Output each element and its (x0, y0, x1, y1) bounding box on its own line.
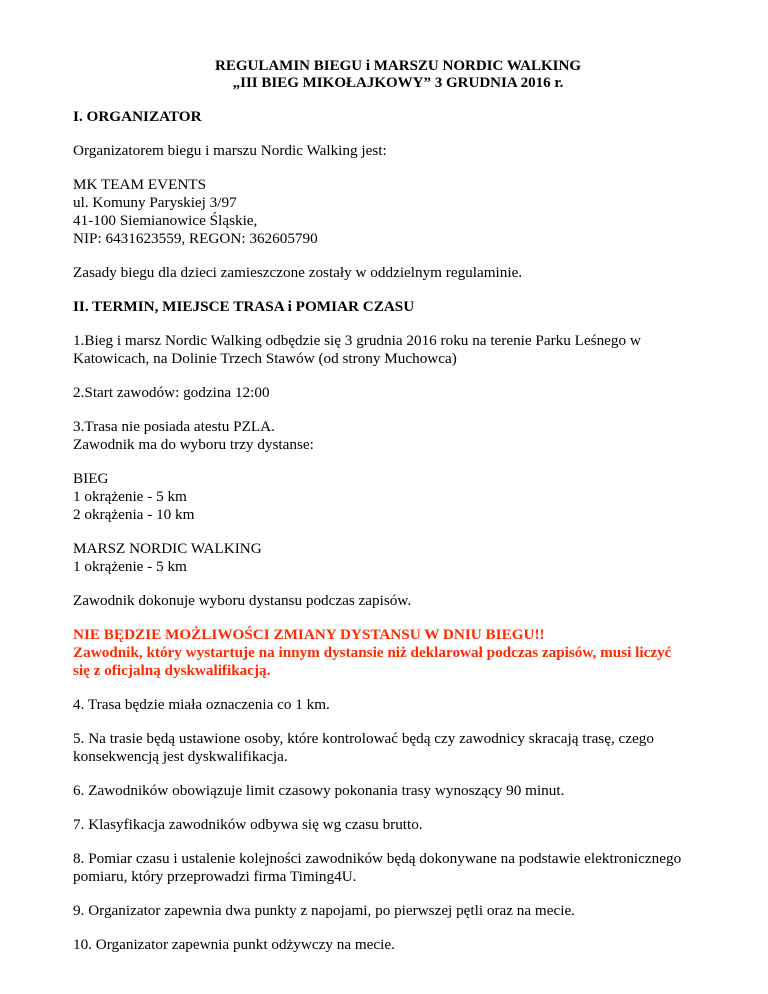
rule-item-1-line-1: 1.Bieg i marsz Nordic Walking odbędzie się 3 grudnia 2016 roku na terenie Parku Leśnego w (73, 332, 641, 349)
rule-item-9: 9. Organizator zapewnia dwa punkty z napojami, po pierwszej pętli oraz na mecie. (73, 902, 575, 919)
title-line-1: REGULAMIN BIEGU i MARSZU NORDIC WALKING (214, 58, 581, 74)
rule-item-5-line-1: 5. Na trasie będą ustawione osoby, które kontrolować będą czy zawodnicy skracają trasę, czego (73, 730, 654, 747)
rule-item-1-line-2: Katowicach, na Dolinie Trzech Stawów (od strony Muchowca) (73, 350, 457, 367)
organizer-tax-ids: NIP: 6431623559, REGON: 362605790 (73, 230, 318, 247)
distance-change-warning (73, 626, 723, 680)
rule-item-2: 2.Start zawodów: godzina 12:00 (73, 384, 270, 401)
run-distances-heading: BIEG (73, 470, 109, 487)
run-distance-5km: 1 okrążenie - 5 km (73, 488, 187, 505)
run-distances (73, 470, 723, 524)
nordic-distance-5km: 1 okrążenie - 5 km (73, 558, 187, 575)
distance-choice-note: Zawodnik dokonuje wyboru dystansu podczas zapisów. (73, 592, 412, 609)
rule-item-8-line-2: pomiaru, który przeprowadzi firma Timing4U. (73, 868, 357, 885)
section-heading-organizer: I. ORGANIZATOR (73, 108, 202, 125)
nordic-distances (73, 540, 723, 576)
children-rules-note: Zasady biegu dla dzieci zamieszczone zostały w oddzielnym regulaminie. (73, 264, 523, 281)
warning-line-1: NIE BĘDZIE MOŻLIWOŚCI ZMIANY DYSTANSU W DNIU BIEGU!! (73, 626, 545, 643)
rule-item-8 (73, 850, 723, 886)
document-page (73, 58, 723, 970)
section-heading-schedule: II. TERMIN, MIEJSCE TRASA i POMIAR CZASU (73, 298, 415, 315)
organizer-intro: Organizatorem biegu i marszu Nordic Walking jest: (73, 142, 387, 159)
warning-line-2: Zawodnik, który wystartuje na innym dystansie niż deklarował podczas zapisów, musi liczyć (73, 644, 672, 661)
rule-item-4: 4. Trasa będzie miała oznaczenia co 1 km. (73, 696, 330, 713)
warning-line-3: się z oficjalną dyskwalifikacją. (73, 662, 271, 679)
rule-item-5 (73, 730, 723, 766)
rule-item-6: 6. Zawodników obowiązuje limit czasowy pokonania trasy wynoszący 90 minut. (73, 782, 565, 799)
rule-item-1 (73, 332, 723, 368)
rule-item-3-line-2: Zawodnik ma do wyboru trzy dystanse: (73, 436, 314, 453)
document-title (73, 58, 723, 92)
rule-item-3-line-1: 3.Trasa nie posiada atestu PZLA. (73, 418, 275, 435)
nordic-distances-heading: MARSZ NORDIC WALKING (73, 540, 262, 557)
rule-item-3 (73, 418, 723, 454)
rule-item-7: 7. Klasyfikacja zawodników odbywa się wg czasu brutto. (73, 816, 423, 833)
organizer-street: ul. Komuny Paryskiej 3/97 (73, 194, 237, 211)
title-line-2: „III BIEG MIKOŁAJKOWY” 3 GRUDNIA 2016 r. (232, 75, 564, 91)
organizer-name: MK TEAM EVENTS (73, 176, 207, 193)
rule-item-10: 10. Organizator zapewnia punkt odżywczy na mecie. (73, 936, 395, 953)
run-distance-10km: 2 okrążenia - 10 km (73, 506, 195, 523)
organizer-city: 41-100 Siemianowice Śląskie, (73, 212, 258, 229)
rule-item-5-line-2: konsekwencją jest dyskwalifikacja. (73, 748, 288, 765)
organizer-address (73, 176, 723, 248)
rule-item-8-line-1: 8. Pomiar czasu i ustalenie kolejności zawodników będą dokonywane na podstawie elektronicznego (73, 850, 682, 867)
